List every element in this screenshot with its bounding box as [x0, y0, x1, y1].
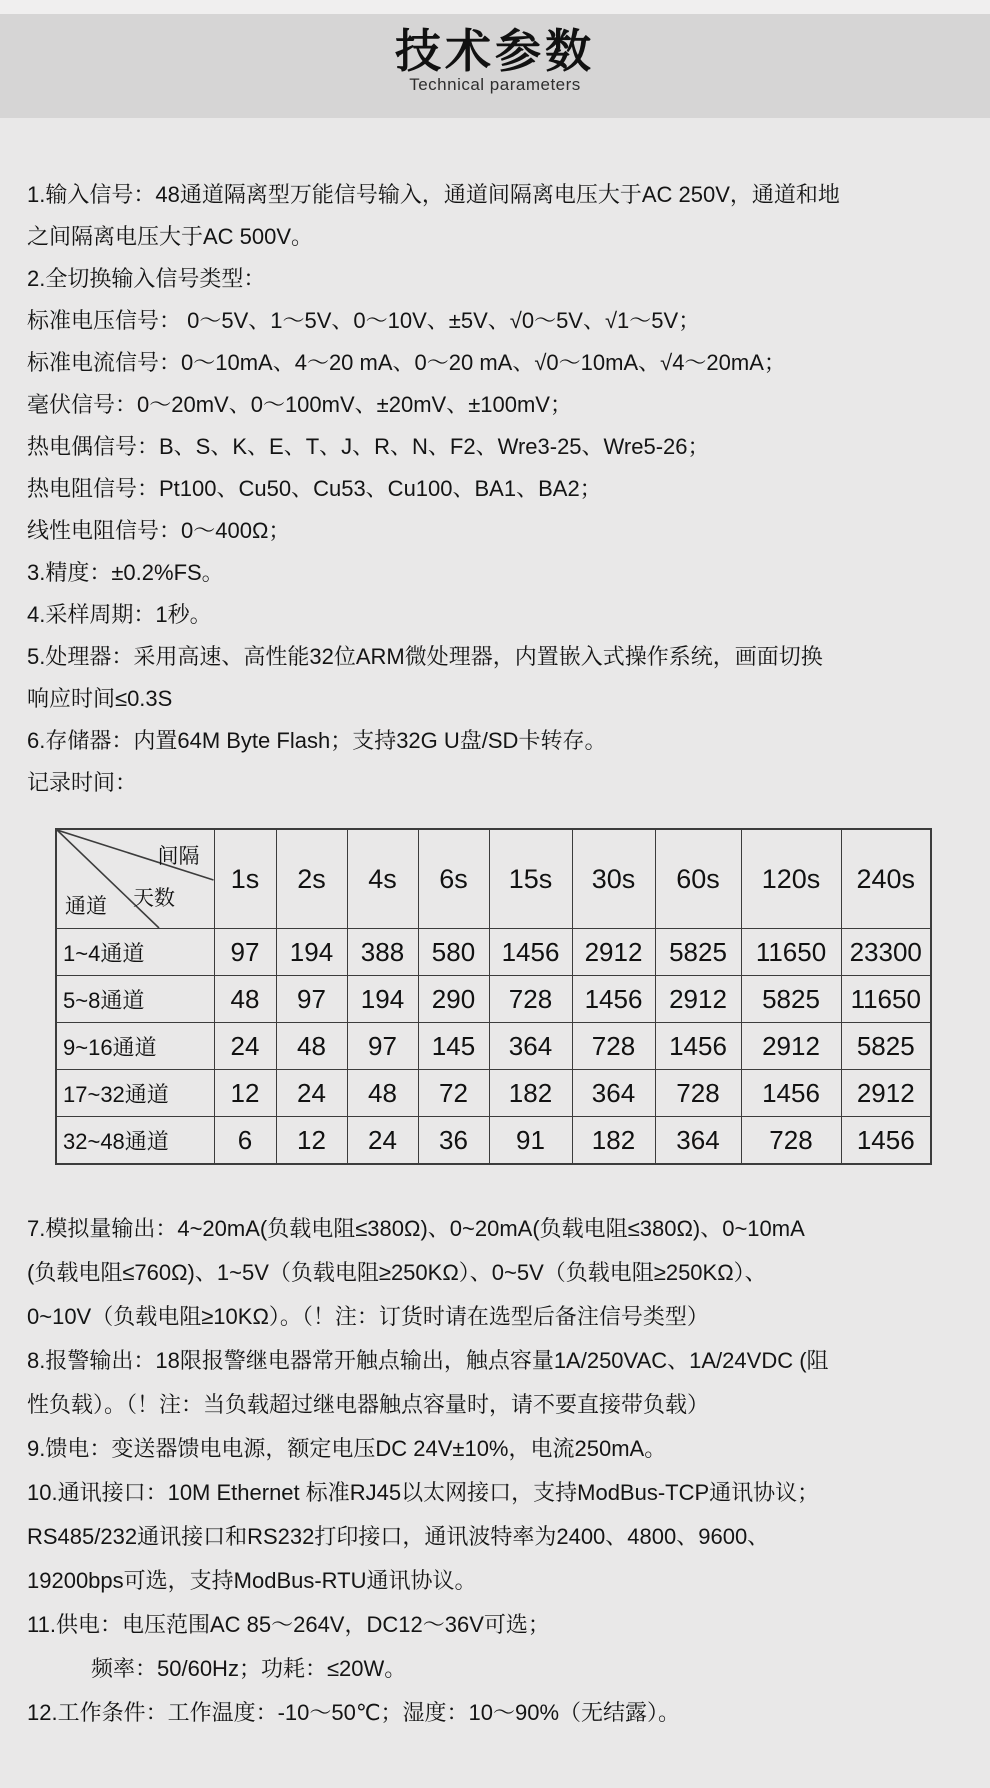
spec-line: RS485/232通讯接口和RS232打印接口，通讯波特率为2400、4800、9600、: [27, 1524, 770, 1549]
table-cell: 728: [489, 976, 572, 1023]
spec-line: 10.通讯接口：10M Ethernet 标准RJ45以太网接口，支持ModBus-TCP通讯协议；: [27, 1480, 820, 1505]
spec-line: 9.馈电：变送器馈电电源，额定电压DC 24V±10%，电流250mA。: [27, 1436, 667, 1461]
table-cell: 97: [276, 976, 347, 1023]
page-title: 技术参数: [395, 25, 595, 77]
spec-line: 2.全切换输入信号类型：: [27, 266, 266, 291]
table-cell: 72: [418, 1070, 489, 1117]
table-cell: 290: [418, 976, 489, 1023]
table-cell: 12: [214, 1070, 276, 1117]
table-cell: 24: [214, 1023, 276, 1070]
table-cell: 728: [741, 1117, 841, 1165]
table-header-row: [56, 829, 931, 929]
table-cell: 364: [572, 1070, 655, 1117]
table-cell: 194: [347, 976, 418, 1023]
table-cell: 36: [418, 1117, 489, 1165]
table-cell: 194: [276, 929, 347, 976]
spec-line: 标准电流信号：0～10mA、4～20 mA、0～20 mA、√0～10mA、√4～20mA；: [27, 350, 786, 375]
table-cell: 364: [489, 1023, 572, 1070]
row-label: 5~8通道: [56, 976, 214, 1023]
table-cell: 24: [347, 1117, 418, 1165]
spec-line: 19200bps可选，支持ModBus-RTU通讯协议。: [27, 1568, 477, 1593]
column-header: 240s: [841, 829, 931, 929]
table-cell: 48: [347, 1070, 418, 1117]
table-cell: 580: [418, 929, 489, 976]
spec-line: 6.存储器：内置64M Byte Flash；支持32G U盘/SD卡转存。: [27, 728, 607, 753]
spec-line: (负载电阻≤760Ω)、1~5V（负载电阻≥250KΩ）、0~5V（负载电阻≥250KΩ）、: [27, 1260, 767, 1285]
column-header: 15s: [489, 829, 572, 929]
spec-line: 0~10V（负载电阻≥10KΩ）。（！注：订货时请在选型后备注信号类型）: [27, 1304, 709, 1329]
record-time-table: [55, 828, 932, 1165]
table-cell: 48: [214, 976, 276, 1023]
table-cell: 48: [276, 1023, 347, 1070]
row-label: 1~4通道: [56, 929, 214, 976]
table-corner-cell: [56, 829, 214, 929]
spec-line: 8.报警输出：18限报警继电器常开触点输出，触点容量1A/250VAC、1A/24VDC (阻: [27, 1348, 829, 1373]
spec-line: 7.模拟量输出：4~20mA(负载电阻≤380Ω)、0~20mA(负载电阻≤380Ω)、0~10mA: [27, 1216, 805, 1241]
page-header: [0, 14, 990, 118]
spec-line: 3.精度：±0.2%FS。: [27, 560, 224, 585]
spec-line: 热电阻信号：Pt100、Cu50、Cu53、Cu100、BA1、BA2；: [27, 476, 602, 501]
corner-label-channel: 通道: [65, 895, 107, 918]
spec-block-bottom: [27, 1207, 972, 1735]
spec-line: 标准电压信号： 0～5V、1～5V、0～10V、±5V、√0～5V、√1～5V；: [27, 308, 701, 333]
table-cell: 2912: [572, 929, 655, 976]
table-cell: 5825: [841, 1023, 931, 1070]
spec-line: 响应时间≤0.3S: [27, 686, 173, 711]
column-header: 2s: [276, 829, 347, 929]
corner-label-interval: 间隔: [157, 845, 200, 868]
table-row: [56, 976, 931, 1023]
corner-label-days: 天数: [133, 887, 175, 910]
table-cell: 24: [276, 1070, 347, 1117]
table-cell: 11650: [741, 929, 841, 976]
table-row: [56, 1117, 931, 1165]
table-row: [56, 929, 931, 976]
spec-line: 线性电阻信号：0～400Ω；: [27, 518, 291, 543]
table-row: [56, 1070, 931, 1117]
spec-content: [0, 118, 990, 1735]
column-header: 1s: [214, 829, 276, 929]
table-cell: 6: [214, 1117, 276, 1165]
spec-line: 之间隔离电压大于AC 500V。: [27, 224, 314, 249]
page-subtitle: Technical parameters: [409, 74, 581, 94]
table-cell: 97: [214, 929, 276, 976]
table-cell: 145: [418, 1023, 489, 1070]
column-header: 30s: [572, 829, 655, 929]
spec-line: 4.采样周期：1秒。: [27, 602, 212, 627]
table-cell: 1456: [489, 929, 572, 976]
table-cell: 2912: [841, 1070, 931, 1117]
row-label: 32~48通道: [56, 1117, 214, 1165]
table-cell: 12: [276, 1117, 347, 1165]
row-label: 17~32通道: [56, 1070, 214, 1117]
table-cell: 2912: [741, 1023, 841, 1070]
table-cell: 97: [347, 1023, 418, 1070]
table-cell: 728: [655, 1070, 741, 1117]
table-cell: 182: [489, 1070, 572, 1117]
spec-line: 记录时间：: [27, 770, 138, 795]
table-cell: 5825: [741, 976, 841, 1023]
spec-line: 性负载）。（！注：当负载超过继电器触点容量时，请不要直接带负载）: [27, 1392, 710, 1417]
row-label: 9~16通道: [56, 1023, 214, 1070]
spec-line: 5.处理器：采用高速、高性能32位ARM微处理器，内置嵌入式操作系统，画面切换: [27, 644, 823, 669]
top-strip: [0, 0, 990, 14]
table-cell: 5825: [655, 929, 741, 976]
spec-block-top: [27, 174, 972, 804]
spec-line: 1.输入信号：48通道隔离型万能信号输入，通道间隔离电压大于AC 250V，通道和地: [27, 182, 840, 207]
spec-line: 12.工作条件：工作温度：-10～50℃；湿度：10～90%（无结露）。: [27, 1700, 681, 1725]
column-header: 4s: [347, 829, 418, 929]
spec-line: 热电偶信号：B、S、K、E、T、J、R、N、F2、Wre3-25、Wre5-26；: [27, 434, 710, 459]
table-cell: 23300: [841, 929, 931, 976]
spec-line: 11.供电：电压范围AC 85～264V，DC12～36V可选；: [27, 1612, 550, 1637]
table-cell: 11650: [841, 976, 931, 1023]
table-cell: 364: [655, 1117, 741, 1165]
spec-line: 频率：50/60Hz；功耗：≤20W。: [91, 1656, 407, 1681]
table-cell: 1456: [655, 1023, 741, 1070]
table-cell: 1456: [572, 976, 655, 1023]
table-cell: 91: [489, 1117, 572, 1165]
table-cell: 1456: [741, 1070, 841, 1117]
table-cell: 728: [572, 1023, 655, 1070]
table-cell: 1456: [841, 1117, 931, 1165]
table-cell: 2912: [655, 976, 741, 1023]
column-header: 60s: [655, 829, 741, 929]
table-cell: 388: [347, 929, 418, 976]
spec-line: 毫伏信号：0～20mV、0～100mV、±20mV、±100mV；: [27, 392, 572, 417]
column-header: 6s: [418, 829, 489, 929]
table-cell: 182: [572, 1117, 655, 1165]
column-header: 120s: [741, 829, 841, 929]
table-row: [56, 1023, 931, 1070]
